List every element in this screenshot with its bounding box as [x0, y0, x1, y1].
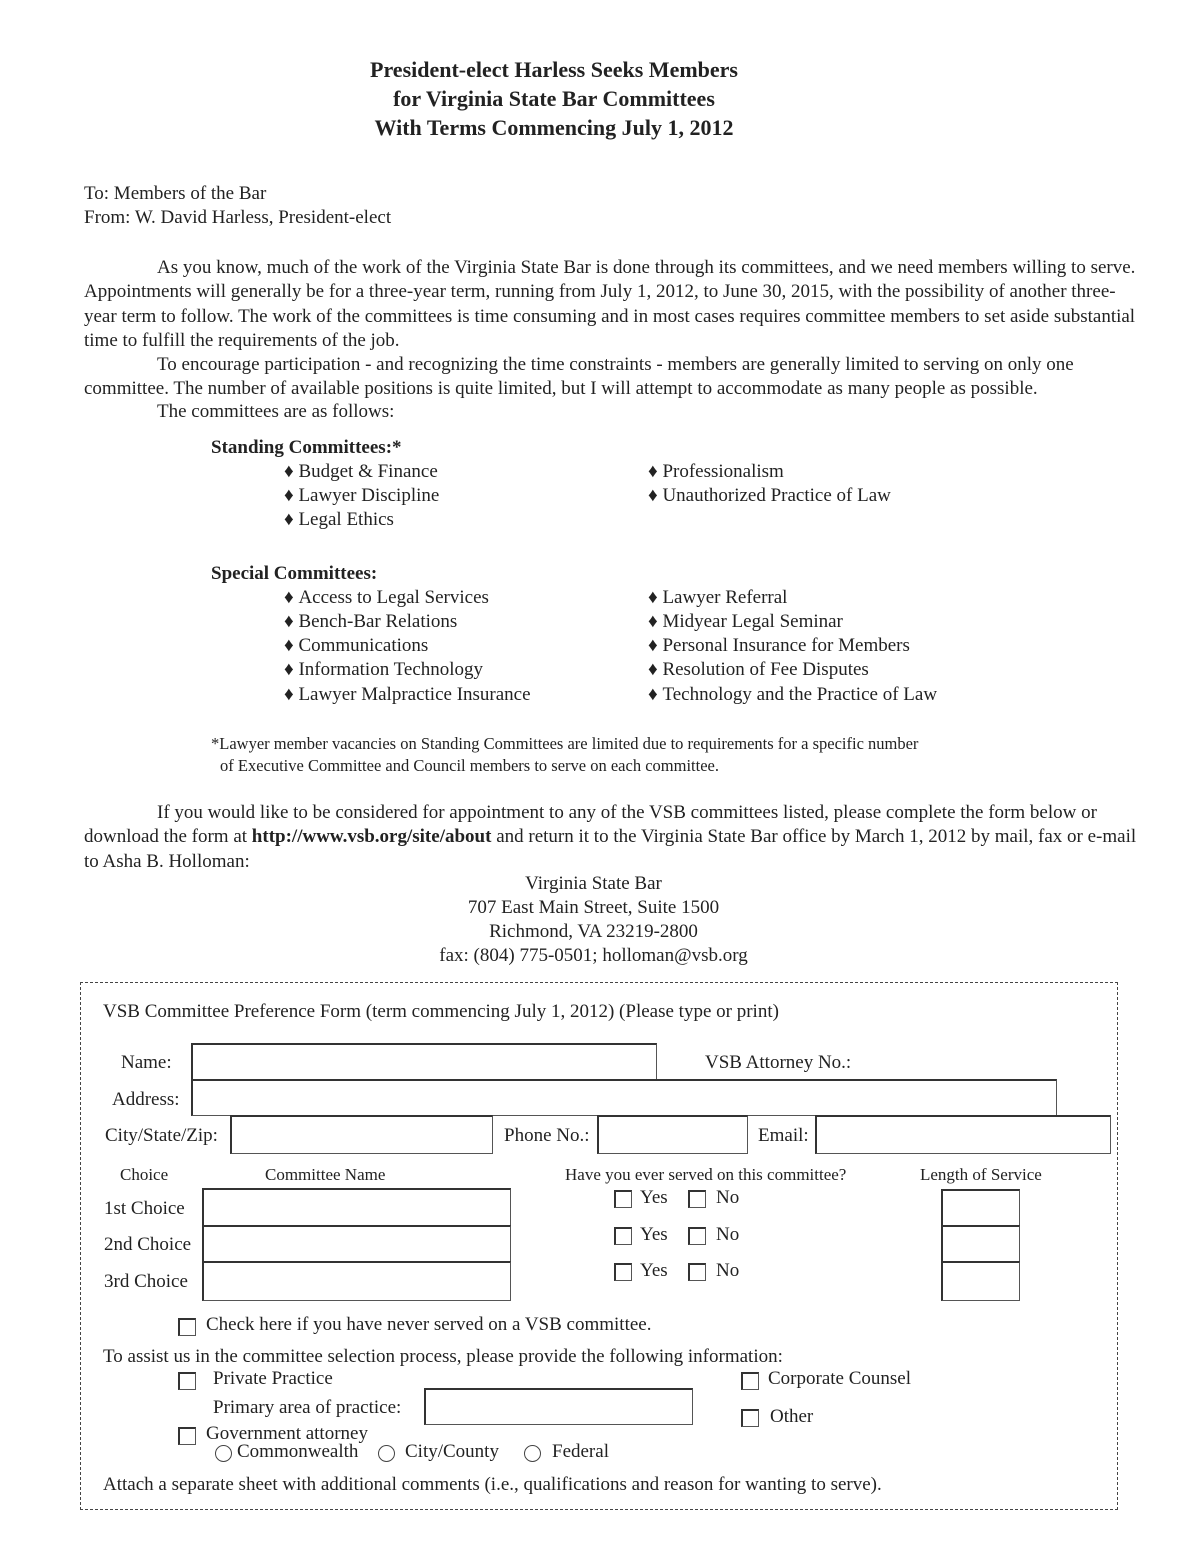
standing-committee-item: ♦ Budget & Finance — [284, 461, 438, 483]
special-committees-heading: Special Committees: — [211, 563, 378, 584]
served-no-checkbox-2[interactable] — [688, 1227, 706, 1245]
special-committee-item: ♦ Lawyer Referral — [648, 587, 787, 609]
standing-committee-item: ♦ Lawyer Discipline — [284, 485, 439, 507]
no-label: No — [716, 1187, 740, 1208]
special-committee-item: ♦ Information Technology — [284, 659, 483, 681]
instructions-paragraph — [84, 801, 1144, 874]
memo-from: From: W. David Harless, President-elect — [84, 207, 392, 228]
intro-paragraph-1: As you know, much of the work of the Virginia State Bar is done through its committees, and we need members willing to serve. Appointments will generally be for a three-year term, running from July 1, 2012, to June 30, 2015, with the possibility of another three-year term to follow. The work of the committees is time consuming and in most cases requires committee members to set aside substantial time to fulfill the requirements of the job. — [84, 257, 1136, 351]
address-line-2: 707 East Main Street, Suite 1500 — [467, 897, 720, 918]
address-field[interactable] — [191, 1079, 1057, 1116]
yes-label: Yes — [640, 1260, 668, 1281]
city-county-label: City/County — [405, 1441, 499, 1462]
standing-committee-item: ♦ Legal Ethics — [284, 509, 394, 531]
page-title-line-1: President-elect Harless Seeks Members — [370, 57, 738, 82]
city-county-radio[interactable] — [378, 1445, 395, 1462]
special-committee-item: ♦ Resolution of Fee Disputes — [648, 659, 869, 681]
special-committee-item: ♦ Bench-Bar Relations — [284, 611, 457, 633]
address-line-3: Richmond, VA 23219-2800 — [489, 921, 698, 942]
no-label: No — [716, 1260, 740, 1281]
primary-area-label: Primary area of practice: — [213, 1397, 402, 1418]
special-committee-item: ♦ Midyear Legal Seminar — [648, 611, 843, 633]
address-line-4: fax: (804) 775-0501; holloman@vsb.org — [439, 945, 748, 966]
memo-to: To: Members of the Bar — [84, 183, 267, 204]
committee-name-column-header: Committee Name — [265, 1165, 386, 1184]
primary-area-field[interactable] — [424, 1388, 693, 1425]
served-column-header: Have you ever served on this committee? — [565, 1165, 847, 1184]
committee-choice-field-2[interactable] — [202, 1225, 511, 1263]
intro-paragraph-3: The committees are as follows: — [157, 401, 395, 422]
served-yes-checkbox-2[interactable] — [614, 1227, 632, 1245]
page-title-line-2: for Virginia State Bar Committees — [393, 86, 715, 111]
address-line-1: Virginia State Bar — [525, 873, 662, 894]
committee-choice-field-3[interactable] — [202, 1261, 511, 1301]
choice-label-2: 2nd Choice — [104, 1234, 192, 1255]
instructions-text-1: If you would like to be considered for appointment to any of the VSB committees listed, please complete the form below or download the form at — [84, 802, 1097, 848]
special-committee-item: ♦ Personal Insurance for Members — [648, 635, 910, 657]
private-practice-checkbox[interactable] — [178, 1372, 196, 1390]
special-committee-item: ♦ Technology and the Practice of Law — [648, 684, 937, 706]
length-of-service-field-2[interactable] — [941, 1225, 1020, 1262]
download-link[interactable]: http://www.vsb.org/site/about — [251, 826, 492, 848]
length-of-service-column-header: Length of Service — [920, 1165, 1042, 1184]
choice-label-1: 1st Choice — [104, 1198, 185, 1219]
private-practice-label: Private Practice — [213, 1368, 333, 1389]
served-yes-checkbox-1[interactable] — [614, 1190, 632, 1208]
never-served-checkbox[interactable] — [178, 1318, 196, 1336]
phone-label: Phone No.: — [504, 1125, 590, 1146]
standing-committee-item: ♦ Unauthorized Practice of Law — [648, 485, 891, 507]
standing-committee-item: ♦ Professionalism — [648, 461, 784, 483]
never-served-label: Check here if you have never served on a VSB committee. — [206, 1314, 652, 1335]
assist-text: To assist us in the committee selection process, please provide the following information: — [103, 1346, 783, 1367]
special-committee-item: ♦ Lawyer Malpractice Insurance — [284, 684, 531, 706]
no-label: No — [716, 1224, 740, 1245]
attorney-number-label: VSB Attorney No.: — [705, 1052, 852, 1073]
served-yes-checkbox-3[interactable] — [614, 1263, 632, 1281]
yes-label: Yes — [640, 1224, 668, 1245]
government-attorney-checkbox[interactable] — [178, 1427, 196, 1445]
length-of-service-field-1[interactable] — [941, 1189, 1020, 1226]
city-state-zip-field[interactable] — [230, 1115, 493, 1154]
attach-instructions: Attach a separate sheet with additional comments (i.e., qualifications and reason for wanting to serve). — [103, 1474, 882, 1495]
served-no-checkbox-3[interactable] — [688, 1263, 706, 1281]
standing-committees-heading: Standing Committees:* — [211, 437, 402, 458]
commonwealth-label: Commonwealth — [237, 1441, 359, 1462]
yes-label: Yes — [640, 1187, 668, 1208]
federal-label: Federal — [552, 1441, 609, 1462]
city-state-zip-label: City/State/Zip: — [105, 1125, 218, 1146]
instructions-text-2: and return it to the Virginia State Bar office by March 1, 2012 by mail, fax or e-mail to Asha B. Holloman: — [84, 826, 1137, 872]
other-checkbox[interactable] — [741, 1409, 759, 1427]
footnote-line-1: *Lawyer member vacancies on Standing Committees are limited due to requirements for a specific number — [211, 734, 919, 753]
address-label: Address: — [112, 1089, 180, 1110]
special-committee-item: ♦ Access to Legal Services — [284, 587, 489, 609]
other-label: Other — [770, 1406, 814, 1427]
page-title-line-3: With Terms Commencing July 1, 2012 — [374, 115, 734, 140]
choice-label-3: 3rd Choice — [104, 1271, 188, 1292]
choice-column-header: Choice — [120, 1165, 169, 1184]
phone-field[interactable] — [597, 1115, 748, 1154]
name-label: Name: — [121, 1052, 172, 1073]
email-field[interactable] — [815, 1115, 1111, 1154]
email-label: Email: — [758, 1125, 809, 1146]
intro-paragraph-2: To encourage participation - and recognizing the time constraints - members are generally limited to serving on only one committee. The number of available positions is quite limited, but I will attempt to accommodate as many people as possible. — [84, 354, 1074, 400]
special-committee-item: ♦ Communications — [284, 635, 428, 657]
federal-radio[interactable] — [524, 1445, 541, 1462]
name-field[interactable] — [191, 1043, 657, 1080]
footnote-line-2: of Executive Committee and Council members to serve on each committee. — [220, 756, 719, 775]
length-of-service-field-3[interactable] — [941, 1261, 1020, 1301]
government-attorney-label: Government attorney — [206, 1423, 368, 1444]
commonwealth-radio[interactable] — [215, 1445, 232, 1462]
corporate-counsel-checkbox[interactable] — [741, 1372, 759, 1390]
form-heading: VSB Committee Preference Form (term commencing July 1, 2012) (Please type or print) — [103, 1001, 779, 1022]
corporate-counsel-label: Corporate Counsel — [768, 1368, 912, 1389]
committee-choice-field-1[interactable] — [202, 1188, 511, 1226]
served-no-checkbox-1[interactable] — [688, 1190, 706, 1208]
